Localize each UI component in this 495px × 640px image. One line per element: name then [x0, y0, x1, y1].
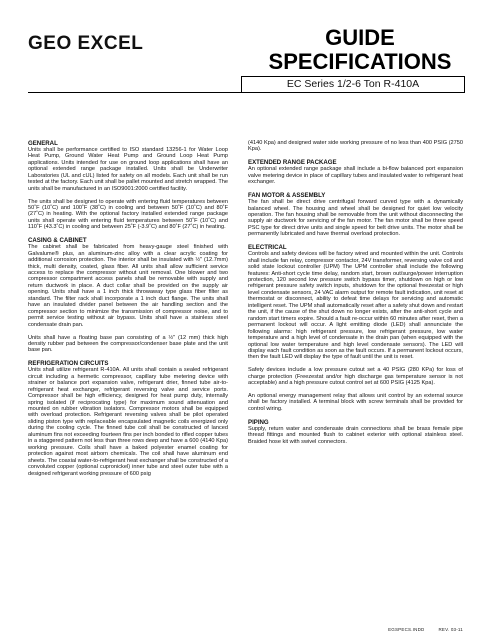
- continued-paragraph: (4140 Kpa) and designed water side working pressure of no less than 400 PSIG (2750 Kpa).: [248, 140, 463, 153]
- subtitle-box: [241, 76, 465, 93]
- general-paragraph-1: Units shall be performance certified to ISO standard 13256-1 for Water Loop Heat Pump, Ground Water Heat Pump and Ground Loop Heat Pump applications. Units intended for use on ground loop applications shall have an optional extended range package installed. Units shall be Underwriter Laboratories (UL and cUL) listed for safety on all models. Each unit shall be run tested at the factory. Each unit shall be pallet mounted and stretch wrapped. The units shall be manufactured in an ISO9001:2000 certified facility.: [28, 147, 228, 192]
- electrical-paragraph-2: Safety devices include a low pressure cutout set a 40 PSIG (280 KPa) for loss of charge protection (Freezestat and/or high discharge gas temperature sensor is not acceptable) and a high pressure cutout control set at 600 PSIG (4125 Kpa).: [248, 367, 463, 387]
- casing-paragraph-1: The cabinet shall be fabricated from heavy-gauge steel finished with Galvalume® plus, an aluminum-zinc alloy with a clear acrylic coating for additional corrosion protection. The interior shall be insulated with ½" (12.7mm) thick, multi density, coated, glass fiber. All units shall allow sufficient service access to replace the compressor without unit removal. One blower and two compressor compartment access panels shall be removable with supply and return ductwork in place. A duct collar shall be provided on the supply air opening. Units shall have a 1 inch thick throwaway type glass fiber filter as standard. The filter rack shall incorporate a 1 inch duct flange. The units shall have an insulated divider panel between the air handling section and the compressor section to minimize the transmission of compressor noise, and to permit service testing without air bypass. Units shall have a stainless steel condensate drain pan.: [28, 244, 228, 328]
- page-title: [265, 26, 455, 74]
- right-column: [248, 140, 463, 452]
- title-line-2: SPECIFICATIONS: [268, 49, 452, 74]
- fan-motor-heading: FAN MOTOR & ASSEMBLY: [248, 192, 326, 200]
- page-footer: [388, 627, 463, 632]
- extended-range-heading: EXTENDED RANGE PACKAGE: [248, 159, 337, 167]
- company-logo: [28, 33, 143, 55]
- header-rule: [28, 92, 463, 93]
- left-column: [28, 140, 228, 483]
- footer-doc-code: EGSPECS.INDD: [388, 627, 425, 632]
- piping-paragraph: Supply, return water and condensate drain connections shall be brass female pipe thread fittings and mounted flush to cabinet exterior with optional stainless steel. Braided hose kit with swivel connectors.: [248, 425, 463, 445]
- electrical-paragraph-1: Controls and safety devices will be factory wired and mounted within the unit. Controls shall include fan relay, compressor contactor, 24V transformer, reversing valve coil and solid state lockout controller (UPM) The UPM controller shall include the following features: Anti-short cycle time delay, random start, brown out/surge/power interruption protection, 120 second low pressure switch bypass timer, shutdown on high or low refrigerant pressure safety switch inputs, shutdown for the optional freezestat or high level condensate sensors, 24 VAC alarm output for remote fault indication, unit reset at thermostat or disconnect, ability to defeat time delays for servicing and automatic intelligent reset. The UPM shall automatically reset after a safety shut down and restart the unit, if the cause of the shut down no longer exists, after the anti-short cycle and random start timers expire. Should a fault re-occur within 60 minutes after reset, then a permanent lockout will occur. A light emitting diode (LED) shall annunciate the following alarms: high refrigerant pressure, low refrigerant pressure, low water temperature and a high level of condensate in the drain pan (when equipped with the optional low water temperature and high level condensate sensors). The LED will display each fault condition as soon as the fault occurs. If a permanent lockout occurs, then the fault LED will display the type of fault until the unit is reset.: [248, 251, 463, 361]
- piping-heading: PIPING: [248, 418, 269, 426]
- footer-revision: REV. 03-11: [438, 627, 463, 632]
- fan-motor-paragraph: The fan shall be direct drive centrifugal forward curved type with a dynamically balanced wheel. The housing and wheel shall be designed for quiet low velocity operation. The fan housing shall be removable from the unit without disconnecting the supply air ductwork for servicing of the fan motor. The fan motor shall be three speed PSC type for direct drive units and single speed for belt drive units. The motor shall be permanently lubricated and have thermal overload protection.: [248, 199, 463, 238]
- casing-paragraph-2: Units shall have a floating base pan consisting of a ½" (12 mm) thick high density rubber pad between the compressor/condenser base plate and the unit base pan.: [28, 334, 228, 354]
- casing-heading: CASING & CABINET: [28, 237, 87, 245]
- electrical-heading: ELECTRICAL: [248, 244, 287, 252]
- extended-range-paragraph: An optional extended range package shall include a bi-flow balanced port expansion valve metering device in place of capillary tubes and insulated water to refrigerant heat exchanger.: [248, 166, 463, 186]
- logo-text: GEO EXCEL: [28, 33, 144, 54]
- refrigeration-paragraph: Units shall utilize refrigerant R-410A. All units shall contain a sealed refrigerant circuit including a hermetic compressor, capillary tube metering device with strainer or balance port expansion valve, refrigerant drier, finned tube air-to-refrigerant heat exchanger, refrigerant reversing valve and service ports. Compressor shall be high efficiency, designed for heat pump duty, internally spring isolated (if reciprocating type) for maximum sound attenuation and mounted on rubber vibration isolators. Compressor motors shall be equipped with overload protection. Refrigerant reversing valves shall be pilot operated sliding piston type with replaceable encapsulated magnetic coils energized only during the cooling cycle. The finned tube coil shall be constructed of lanced aluminum fins not exceeding fourteen fins per inch bonded to rifled copper tubes in a staggered pattern not less than three rows deep and have a 600 (4140 Kpa) working pressure. Coils shall have a baked polyester enamel coating for protection against most airborn chemicals. The coil shall have aluminum end sheets. The coaxial water-to-refrigerant heat exchanger shall be constructed of a convoluted copper (optional cupronickel) inner tube and steel outer tube with a designed refrigerant working pressure of 600 psig: [28, 367, 228, 477]
- general-heading: GENERAL: [28, 140, 58, 147]
- subtitle: EC Series 1/2-6 Ton R-410A: [286, 78, 420, 90]
- electrical-paragraph-3: An optional energy management relay that allows unit control by an external source shall be factory installed. A terminal block with screw terminals shall be provided for control wiring.: [248, 393, 463, 412]
- title-line-1: GUIDE: [325, 25, 395, 50]
- general-paragraph-2: The units shall be designed to operate with entering fluid temperatures between 50˚F (10˚C) and 100˚F (38˚C) in cooling and between 50˚F (10˚C) and 80˚F (27˚C) in heating. With the optional factory installed extended range package units shall operate with entering fluid temperatures between 50˚F (10˚C) and 110˚F (43.3˚C) in cooling and between 25˚F (-3.9˚C) and 80˚F (27˚C) in heating.: [28, 198, 228, 231]
- refrigeration-heading: REFRIGERATION CIRCUITS: [28, 360, 109, 368]
